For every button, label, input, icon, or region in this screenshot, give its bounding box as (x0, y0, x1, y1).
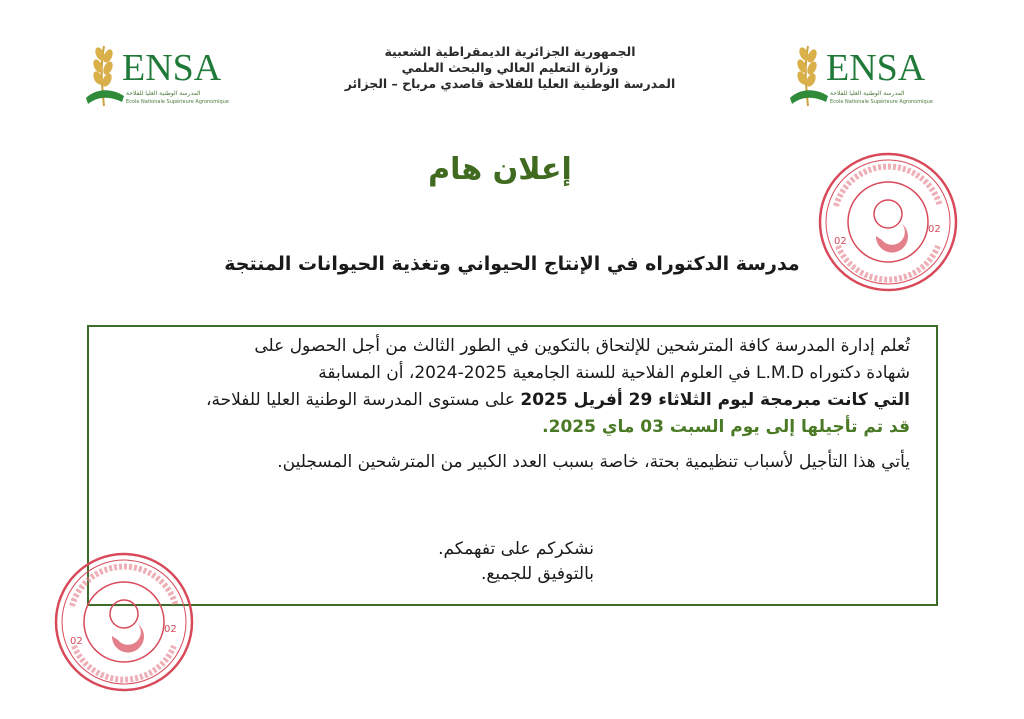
logo-subtitle-ar: المدرسة الوطنية العليا للفلاحة (830, 90, 905, 97)
stamp-number: 02 (70, 636, 83, 647)
stamp-number: 02 (834, 236, 847, 247)
notice-line-2: شهادة دكتوراه L.M.D في العلوم الفلاحية للسنة الجامعية 2025-2024، أن المسابقة (318, 363, 910, 383)
wheat-icon (82, 42, 126, 108)
ensa-logo-right (786, 42, 936, 110)
notice-line-3-rest: على مستوى المدرسة الوطنية العليا للفلاحة، (206, 390, 521, 410)
notice-line-3 (80, 387, 910, 414)
stamp-number: 02 (928, 224, 941, 235)
wheat-icon (786, 42, 830, 108)
wishes-line: بالتوفيق للجميع. (480, 564, 594, 584)
republic-name: الجمهورية الجزائرية الديمقراطية الشعبية (384, 44, 636, 59)
postponement-reason: يأتي هذا التأجيل لأسباب تنظيمية بحتة، خاصة بسبب العدد الكبير من المترشحين المسجلين. (277, 452, 910, 472)
doctoral-school-subtitle: مدرسة الدكتوراه في الإنتاج الحيواني وتغذية الحيوانات المنتجة (224, 253, 800, 275)
logo-subtitle-fr: Ecole Nationale Supérieure Agronomique (830, 99, 933, 105)
school-name: المدرسة الوطنية العليا للفلاحة قاصدي مرباح – الجزائر (344, 76, 676, 91)
stamp-number: 02 (164, 624, 177, 635)
thanks-line: نشكركم على تفهمكم. (438, 539, 594, 559)
notice-body (80, 333, 910, 476)
notice-line-1: تُعلم إدارة المدرسة كافة المترشحين للإلتحاق بالتكوين في الطور الثالث من أجل الحصول على (254, 336, 910, 356)
original-date: التي كانت مبرمجة ليوم الثلاثاء 29 أفريل 2025 (520, 390, 910, 410)
official-stamp-icon (816, 150, 960, 294)
ministry-name: وزارة التعليم العالي والبحث العلمي (401, 60, 619, 75)
logo-brand: ENSA (122, 47, 222, 89)
ensa-logo-left (82, 42, 232, 110)
logo-subtitle-fr: Ecole Nationale Supérieure Agronomique (126, 99, 229, 105)
announcement-title: إعلان هام (428, 152, 572, 187)
official-stamp-icon (52, 550, 196, 694)
postponed-date: قد تم تأجيلها إلى يوم السبت 03 ماي 2025. (542, 417, 910, 437)
logo-brand: ENSA (826, 47, 926, 89)
official-header (340, 44, 680, 92)
logo-subtitle-ar: المدرسة الوطنية العليا للفلاحة (126, 90, 201, 97)
closing-remarks (394, 537, 594, 587)
